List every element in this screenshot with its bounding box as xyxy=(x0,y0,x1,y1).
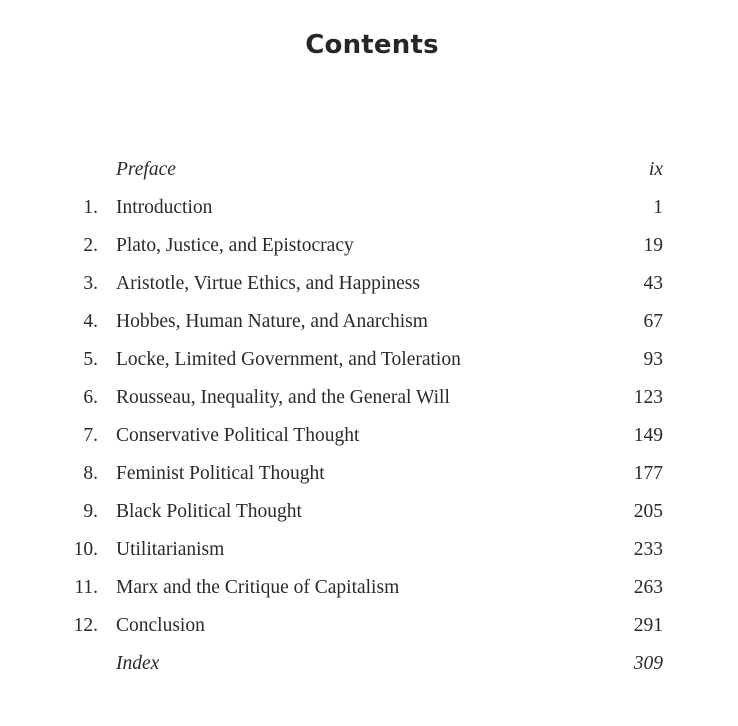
toc-entry-page: ix xyxy=(648,159,663,180)
toc-entry-chapter-12 xyxy=(0,608,738,646)
toc-entry-number: 1. xyxy=(83,197,98,218)
toc-entry-number: 3. xyxy=(83,273,98,294)
toc-entry-title: Conservative Political Thought xyxy=(116,425,360,446)
toc-entry-title: Feminist Political Thought xyxy=(116,463,325,484)
toc-entry-preface xyxy=(0,152,738,190)
page-title: Contents xyxy=(305,30,439,60)
toc-entry-chapter-4 xyxy=(0,304,738,342)
toc-entry-chapter-1 xyxy=(0,190,738,228)
toc-entry-number: 2. xyxy=(83,235,98,256)
toc-entry-title: Marx and the Critique of Capitalism xyxy=(116,577,400,598)
toc-entry-page: 123 xyxy=(633,387,663,408)
toc-entry-chapter-3 xyxy=(0,266,738,304)
toc-entry-page: 233 xyxy=(633,539,663,560)
toc-entry-chapter-8 xyxy=(0,456,738,494)
toc-entry-title: Locke, Limited Government, and Toleration xyxy=(116,349,461,370)
toc-entry-title: Hobbes, Human Nature, and Anarchism xyxy=(116,311,428,332)
toc-entry-chapter-7 xyxy=(0,418,738,456)
toc-entry-number: 6. xyxy=(83,387,98,408)
toc-entry-number: 12. xyxy=(73,615,98,636)
toc-entry-page: 177 xyxy=(633,463,663,484)
toc-entry-page: 309 xyxy=(633,653,663,674)
toc-entry-title: Index xyxy=(116,653,160,674)
toc-entry-title: Introduction xyxy=(116,197,213,218)
toc-entry-title: Utilitarianism xyxy=(116,539,225,560)
table-of-contents xyxy=(0,152,738,684)
toc-entry-title: Conclusion xyxy=(116,615,205,636)
toc-entry-page: 93 xyxy=(643,349,663,370)
toc-entry-number: 10. xyxy=(73,539,98,560)
toc-entry-number: 9. xyxy=(83,501,98,522)
toc-entry-number: 7. xyxy=(83,425,98,446)
toc-entry-page: 19 xyxy=(643,235,663,256)
toc-entry-page: 1 xyxy=(653,197,663,218)
toc-entry-page: 67 xyxy=(643,311,663,332)
toc-entry-page: 263 xyxy=(633,577,663,598)
toc-entry-number: 4. xyxy=(83,311,98,332)
toc-entry-title: Plato, Justice, and Epistocracy xyxy=(116,235,354,256)
toc-entry-page: 291 xyxy=(633,615,663,636)
toc-entry-index xyxy=(0,646,738,684)
toc-entry-title: Black Political Thought xyxy=(116,501,302,522)
toc-entry-chapter-6 xyxy=(0,380,738,418)
toc-entry-number: 11. xyxy=(74,577,98,598)
toc-entry-chapter-2 xyxy=(0,228,738,266)
toc-entry-number: 5. xyxy=(83,349,98,370)
toc-entry-page: 149 xyxy=(633,425,663,446)
toc-entry-chapter-9 xyxy=(0,494,738,532)
toc-entry-title: Aristotle, Virtue Ethics, and Happiness xyxy=(116,273,420,294)
toc-entry-page: 43 xyxy=(643,273,663,294)
toc-entry-title: Rousseau, Inequality, and the General Will xyxy=(116,387,450,408)
toc-entry-chapter-11 xyxy=(0,570,738,608)
toc-entry-chapter-10 xyxy=(0,532,738,570)
toc-entry-chapter-5 xyxy=(0,342,738,380)
toc-entry-page: 205 xyxy=(633,501,663,522)
toc-entry-title: Preface xyxy=(116,159,176,180)
toc-entry-number: 8. xyxy=(83,463,98,484)
